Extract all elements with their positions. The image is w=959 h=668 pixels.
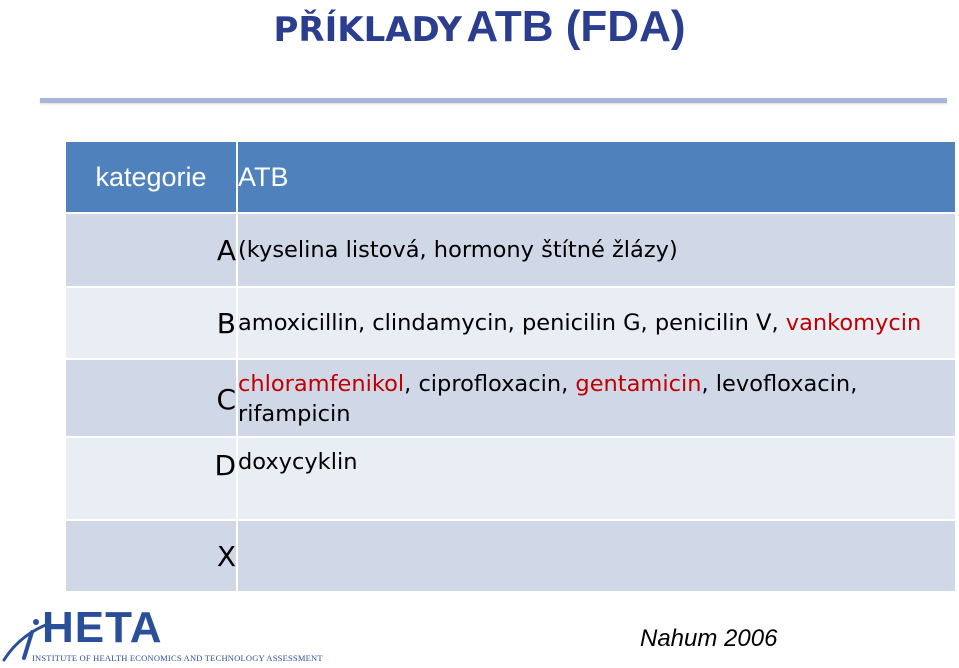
- drug-separator: ,: [701, 371, 716, 397]
- table-row: [65, 213, 956, 287]
- slide-title: [0, 2, 959, 52]
- table-header-row: [65, 141, 956, 213]
- drug-separator: ,: [507, 310, 522, 336]
- drug-list-cell: [237, 287, 956, 359]
- drug-list-cell: (kyselina listová, hormony štítné žlázy): [237, 213, 956, 287]
- drug-name: levofloxacin: [715, 371, 851, 397]
- table-row: [65, 359, 956, 437]
- drug-list-cell: [237, 520, 956, 592]
- header-category: kategorie: [65, 141, 237, 213]
- header-atb: ATB: [237, 141, 956, 213]
- drug-name: amoxicillin: [238, 310, 358, 336]
- table-row: [65, 437, 956, 520]
- category-cell: C: [65, 359, 237, 437]
- drug-name: penicilin G: [521, 310, 641, 336]
- drug-name: clindamycin: [372, 310, 508, 336]
- heta-logo: [2, 603, 323, 666]
- title-divider: [40, 98, 947, 103]
- source-citation: Nahum 2006: [640, 625, 778, 652]
- category-cell: D: [65, 437, 237, 520]
- drug-name-highlighted: vankomycin: [785, 310, 922, 336]
- title-part-2: ATB (FDA): [466, 2, 686, 51]
- drug-separator: ,: [561, 371, 576, 397]
- category-cell: A: [65, 213, 237, 287]
- category-cell: X: [65, 520, 237, 592]
- drug-separator: ,: [850, 371, 858, 397]
- category-cell: B: [65, 287, 237, 359]
- atb-category-table: [64, 140, 957, 593]
- drug-name-highlighted: gentamicin: [575, 371, 702, 397]
- drug-name: ciprofloxacin: [418, 371, 562, 397]
- drug-list-cell: [237, 359, 956, 437]
- drug-separator: ,: [404, 371, 419, 397]
- table-row: [65, 520, 956, 592]
- drug-separator: ,: [357, 310, 373, 336]
- drug-name: penicilin V: [654, 310, 772, 336]
- title-part-1: PŘÍKLADY: [273, 10, 462, 50]
- table-row: [65, 287, 956, 359]
- drug-separator: ,: [640, 310, 655, 336]
- drug-name-highlighted: chloramfenikol: [238, 371, 405, 397]
- drug-separator: ,: [771, 310, 786, 336]
- drug-name: rifampicin: [238, 401, 351, 427]
- logo-subtitle: INSTITUTE OF HEALTH ECONOMICS AND TECHNOLOGY ASSESSMENT: [32, 653, 323, 663]
- drug-list-cell: doxycyklin: [237, 437, 956, 520]
- logo-wordmark: HETA: [42, 603, 163, 652]
